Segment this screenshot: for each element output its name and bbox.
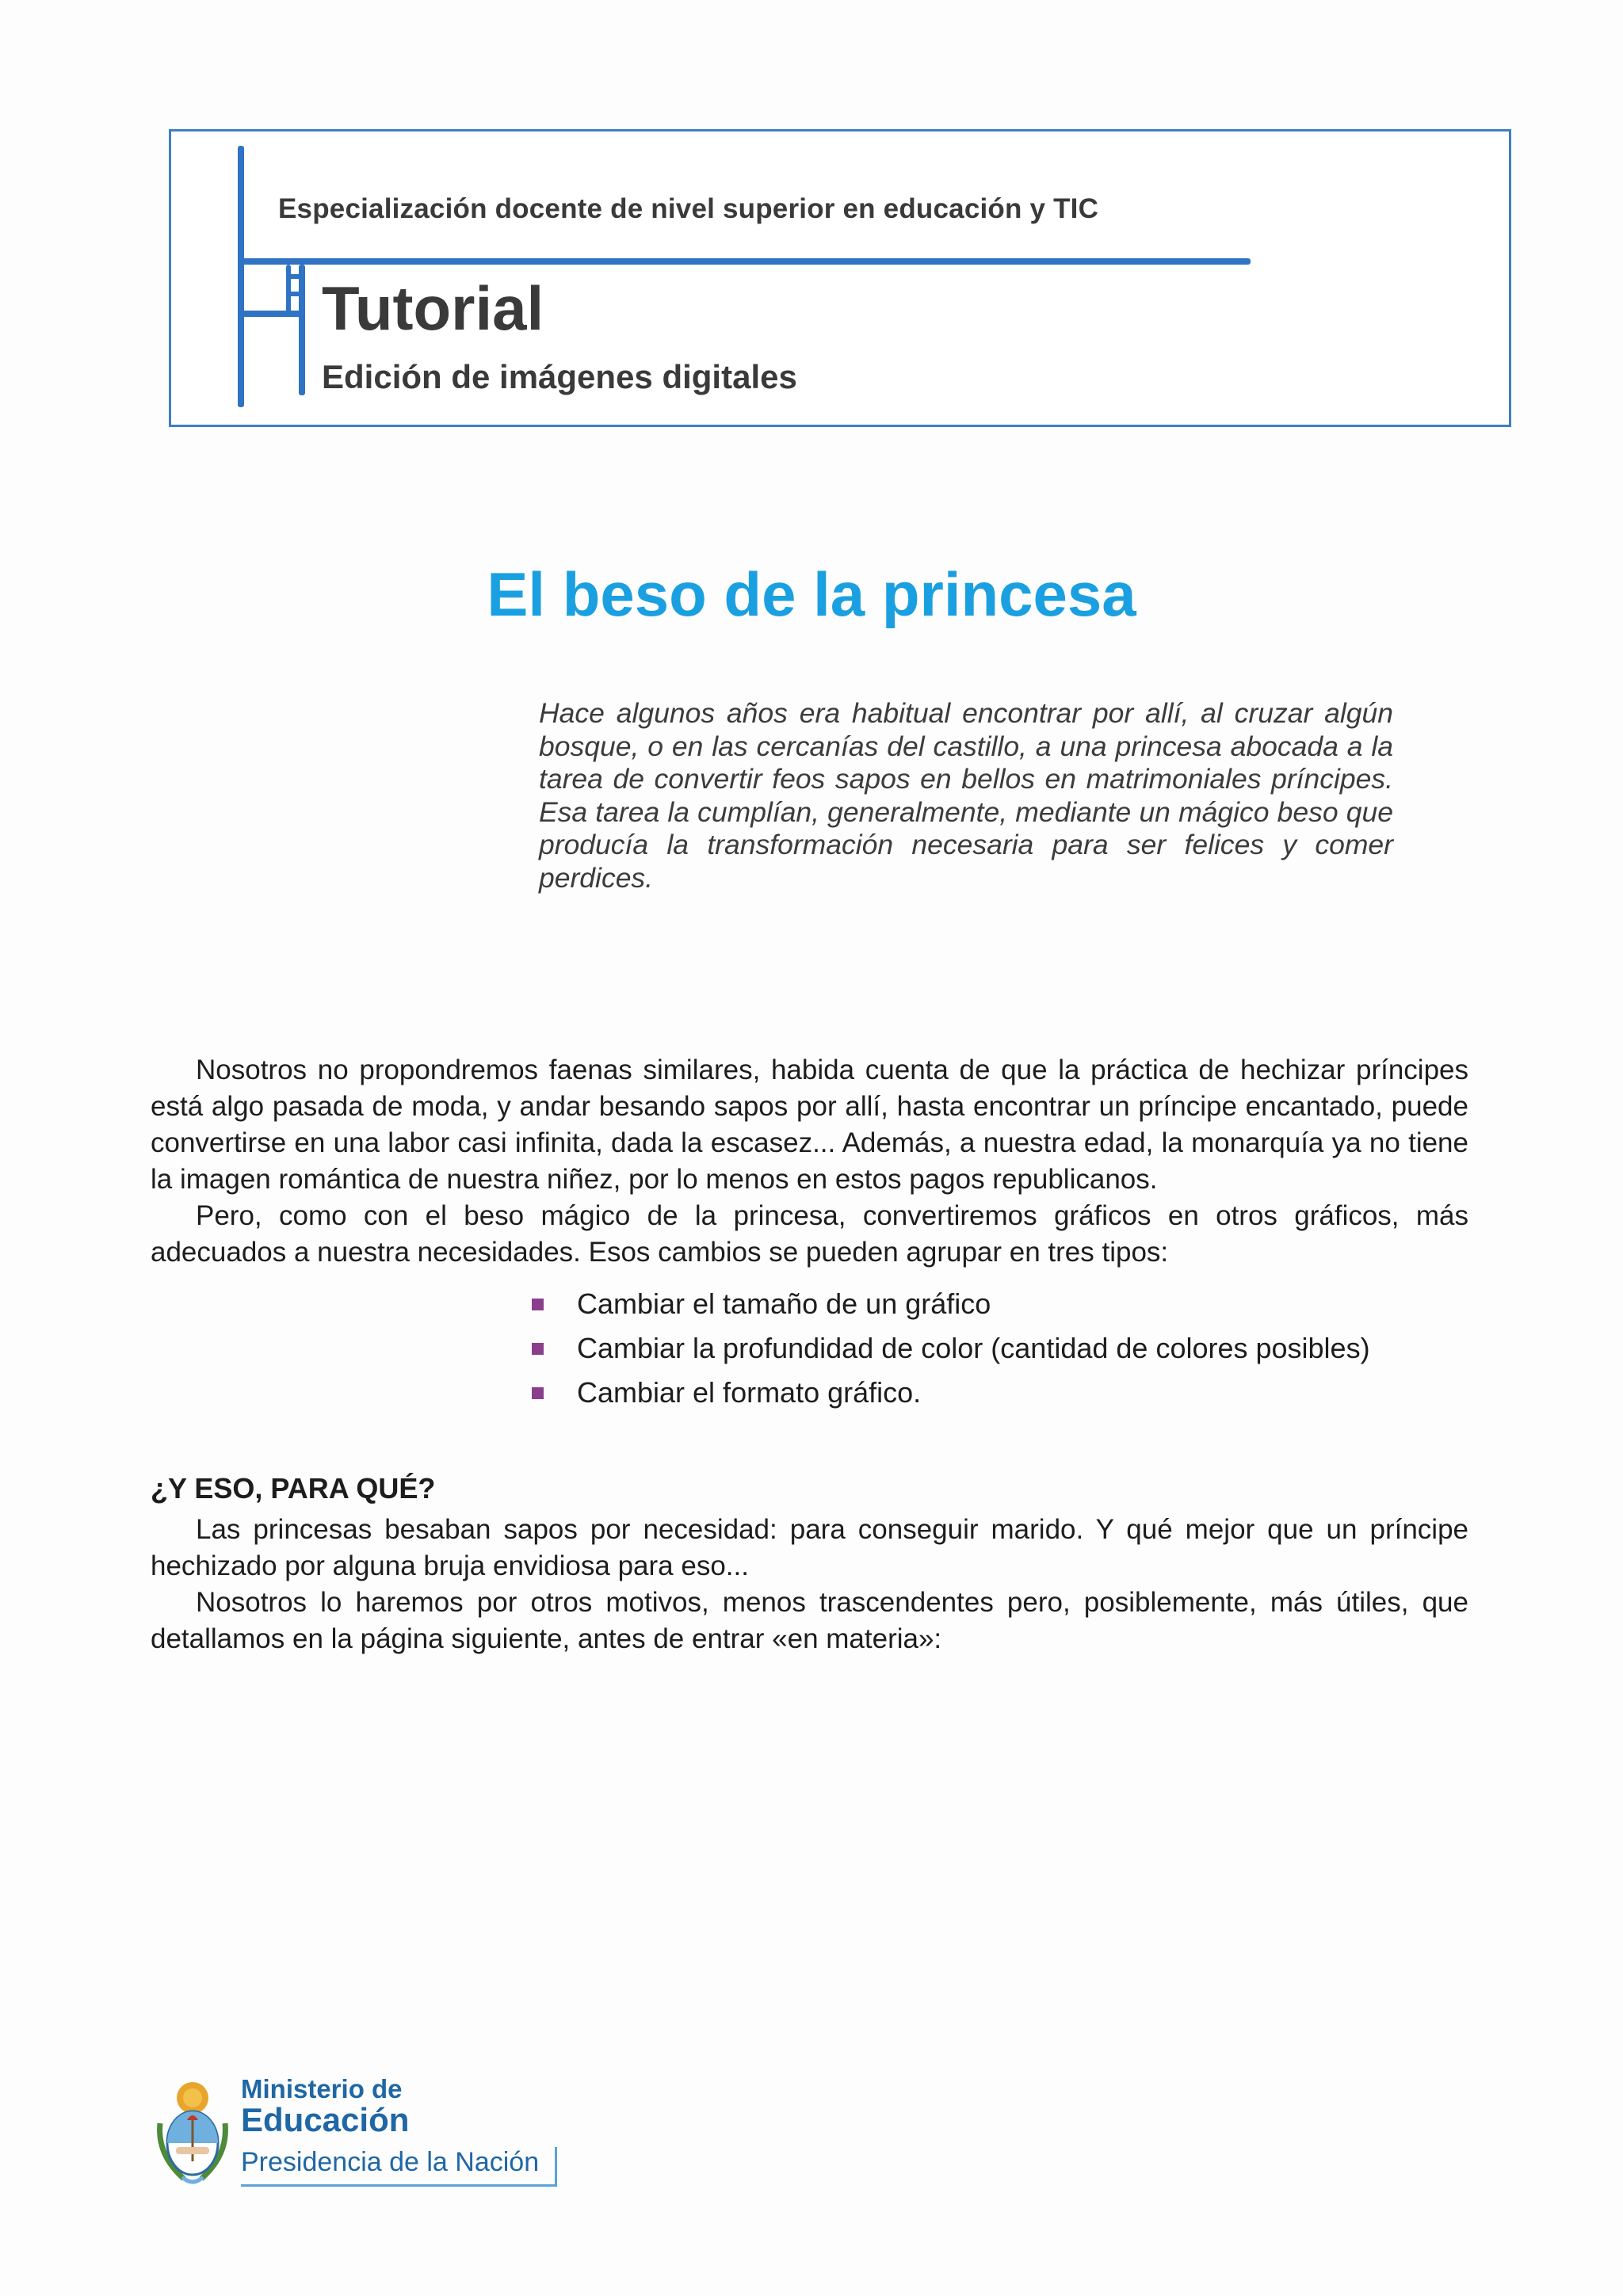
banner-decor-line — [299, 265, 305, 395]
page-title: El beso de la princesa — [487, 559, 1136, 629]
square-bullet-icon — [532, 1343, 544, 1355]
ministry-logo — [152, 2068, 564, 2191]
coat-of-arms-icon — [152, 2068, 233, 2191]
body-paragraph: Nosotros lo haremos por otros motivos, menos trascendentes pero, posiblemente, más útiles, que detallamos en la página siguiente, antes de entrar «en materia»: — [151, 1587, 1468, 1654]
list-item-text: Cambiar el tamaño de un gráfico — [577, 1287, 991, 1320]
body-paragraph: Las princesas besaban sapos por necesidad: para conseguir marido. Y qué mejor que un príncipe hechizado por alguna bruja envidiosa para eso... — [151, 1514, 1468, 1581]
logo-divider — [241, 2184, 556, 2187]
body-section-1 — [151, 1052, 1468, 1271]
list-item-text: Cambiar la profundidad de color (cantidad de colores posibles) — [577, 1332, 1370, 1364]
banner-decor-line — [238, 258, 1251, 265]
banner-title: Tutorial — [322, 273, 544, 343]
body-section-2 — [151, 1512, 1468, 1657]
body-paragraph: Pero, como con el beso mágico de la princesa, convertiremos gráficos en otros gráficos, más adecuados a nuestra necesidades. Esos cambios se pueden agrupar en tres tipos: — [151, 1200, 1468, 1268]
logo-divider — [555, 2147, 557, 2187]
banner-topic: Edición de imágenes digitales — [322, 358, 797, 395]
bullet-list — [529, 1282, 1370, 1415]
banner-subtitle: Especialización docente de nivel superior en educación y TIC — [278, 193, 1099, 224]
body-paragraph: Nosotros no propondremos faenas similares, habida cuenta de que la práctica de hechizar príncipes está algo pasada de moda, y andar besando sapos por allí, hasta encontrar un príncipe encantado, puede convertirse en una labor casi infinita, dada la escasez... Además, a nuestra edad, la monarquía ya no tiene la imagen romántica de nuestra niñez, por lo menos en estos pagos republicanos. — [151, 1055, 1468, 1195]
square-bullet-icon — [532, 1387, 544, 1399]
intro-paragraph: Hace algunos años era habitual encontrar por allí, al cruzar algún bosque, o en las cercanías del castillo, a una princesa abocada a la tarea de convertir feos sapos en bellos en matrimoniales príncipes. Esa tarea la cumplían, generalmente, mediante un mágico beso que producía la transformación necesaria para ser felices y comer perdices. — [539, 697, 1393, 894]
header-banner — [169, 129, 1511, 427]
logo-line-education: Educación — [241, 2101, 410, 2138]
section-heading: ¿Y ESO, PARA QUÉ? — [151, 1472, 436, 1505]
list-item — [529, 1282, 1370, 1326]
banner-decor-line — [238, 311, 305, 317]
banner-decor-line — [286, 292, 305, 296]
list-item — [529, 1326, 1370, 1371]
logo-line-ministry: Ministerio de — [241, 2074, 403, 2103]
logo-line-presidency: Presidencia de la Nación — [241, 2147, 540, 2177]
list-item-text: Cambiar el formato gráfico. — [577, 1376, 922, 1409]
square-bullet-icon — [532, 1299, 544, 1310]
list-item — [529, 1371, 1370, 1415]
banner-decor-line — [286, 274, 305, 279]
banner-decor-line — [286, 265, 291, 316]
banner-decor-line — [238, 146, 244, 407]
